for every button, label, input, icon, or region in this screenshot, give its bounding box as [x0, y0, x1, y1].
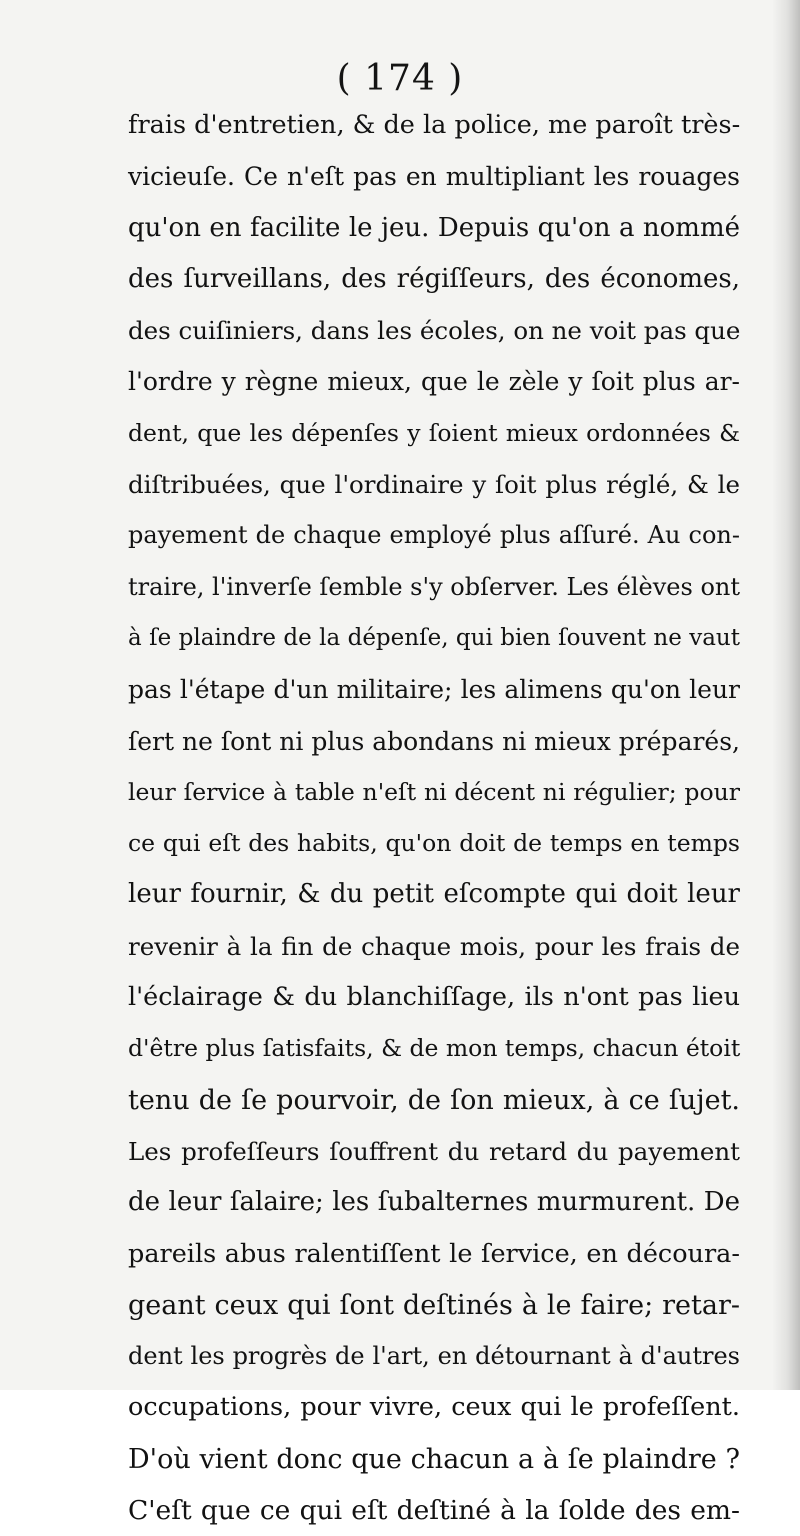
page-edge-shadow [772, 0, 800, 1390]
text-line: dent les progrès de l'art, en détournant à d'autres [128, 1342, 740, 1371]
text-line: pareils abus ralentiſſent le ſervice, en découra- [128, 1238, 740, 1269]
text-line: qu'on en facilite le jeu. Depuis qu'on a nommé [128, 212, 740, 243]
text-line: dent, que les dépenſes y ſoient mieux ordonnées & [128, 418, 740, 447]
text-line: l'éclairage & du blanchiſſage, ils n'ont pas lieu [128, 982, 740, 1013]
text-line: d'être plus ſatisfaits, & de mon temps, chacun étoit [128, 1034, 741, 1063]
page-number: ( 174 ) [336, 58, 464, 99]
text-line: Les profeſſeurs ſouffrent du retard du payement [128, 1136, 740, 1166]
text-line: à ſe plaindre de la dépenſe, qui bien ſouvent ne vaut [128, 624, 740, 651]
text-line: de leur ſalaire; les ſubalternes murmurent. De [128, 1187, 740, 1218]
text-line: des cuiſiniers, dans les écoles, on ne voit pas que [128, 316, 741, 346]
text-line: traire, l'inverſe ſemble s'y obſerver. Les élèves ont [128, 572, 740, 601]
text-line: ſert ne ſont ni plus abondans ni mieux préparés, [128, 726, 740, 756]
text-line: ce qui eſt des habits, qu'on doit de temps en temps [128, 829, 740, 858]
text-line: leur ſervice à table n'eſt ni décent ni régulier; pour [128, 777, 740, 806]
text-line: geant ceux qui ſont deſtinés à le faire; retar- [128, 1289, 740, 1321]
text-line: payement de chaque employé plus aſſuré. Au con- [128, 521, 740, 550]
text-line: C'eſt que ce qui eſt deſtiné à la ſolde des em- [128, 1495, 740, 1527]
text-line: vicieuſe. Ce n'eſt pas en multipliant les rouages [128, 162, 740, 192]
text-line: pas l'étape d'un militaire; les alimens qu'on leur [128, 675, 740, 705]
text-line: diſtribuées, que l'ordinaire y ſoit plus réglé, & le [128, 470, 740, 500]
text-line: frais d'entretien, & de la police, me paroît très- [128, 110, 741, 140]
text-line: des ſurveillans, des régiſſeurs, des économes, [128, 263, 740, 294]
body-text [128, 100, 740, 1536]
text-line: tenu de ſe pourvoir, de ſon mieux, à ce ſujet. [128, 1084, 740, 1116]
text-line: leur fournir, & du petit eſcompte qui doit leur [128, 879, 740, 910]
text-line: occupations, pour vivre, ceux qui le profeſſent. [128, 1392, 740, 1423]
text-line: revenir à la fin de chaque mois, pour les frais de [128, 931, 740, 961]
text-line: l'ordre y règne mieux, que le zèle y ſoit plus ar- [128, 367, 740, 397]
text-line: D'où vient donc que chacun a à ſe plaindre ? [128, 1443, 740, 1475]
